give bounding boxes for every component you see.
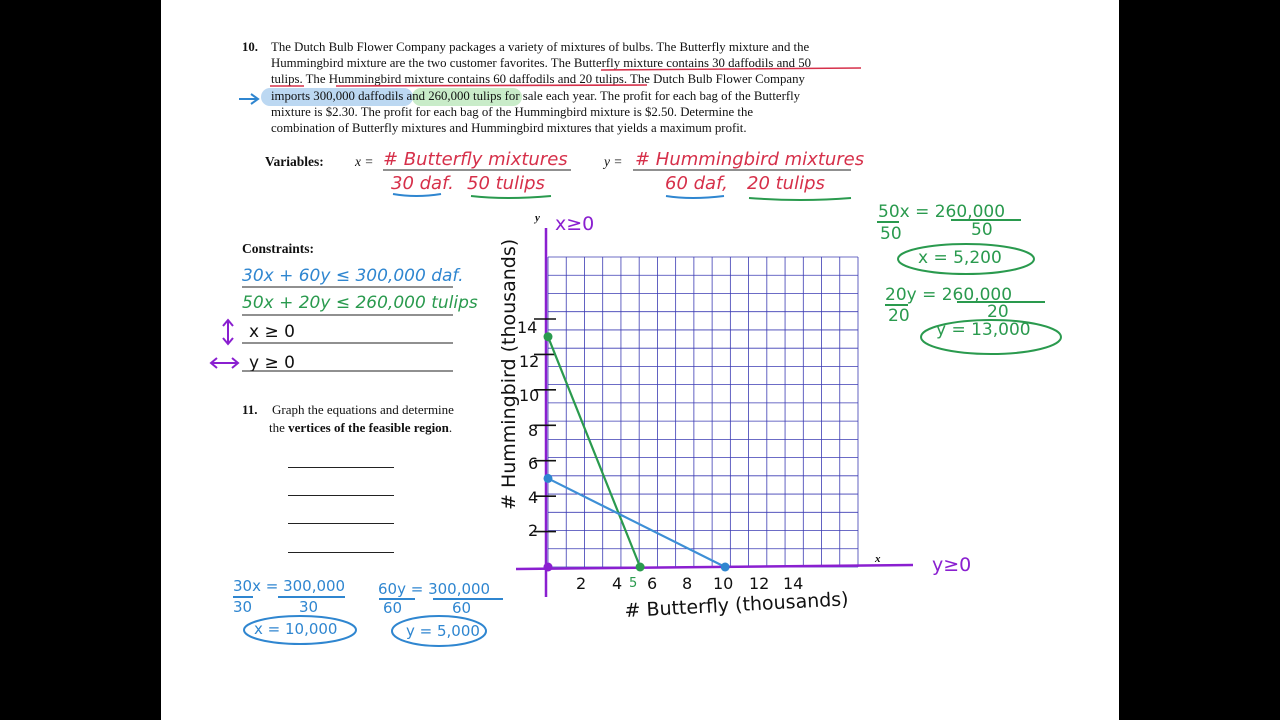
constraint-x-nonnegative: x ≥ 0 <box>249 322 295 342</box>
vertex-point <box>544 474 553 483</box>
x-tick-label-5: 5 <box>629 576 638 591</box>
right-work-eq1-result: x = 5,200 <box>918 248 1002 268</box>
constraint-y-nonnegative: y ≥ 0 <box>249 353 295 373</box>
y-equals-label: y = <box>604 154 623 169</box>
y-tick-label-6: 6 <box>528 454 539 473</box>
problem-11-line-2-suffix: . <box>448 420 453 435</box>
right-work-eq2-numerator: 20y = 260,000 <box>885 285 1013 305</box>
x-equals-label: x = <box>355 154 374 169</box>
y-tick-label-14: 14 <box>517 318 538 337</box>
x-tick-label-14: 14 <box>783 574 804 593</box>
vertex-point <box>544 332 553 341</box>
problem-10-line-1: The Dutch Bulb Flower Company packages a variety of mixtures of bulbs. The Butterfly mixture and the <box>271 40 810 54</box>
right-work-eq2-denominator-right: 20 <box>987 302 1009 322</box>
bottom-work-eq1-result: x = 10,000 <box>254 620 338 638</box>
worksheet-page <box>161 0 1119 720</box>
vertex-point <box>636 563 645 572</box>
bottom-work-eq2-result: y = 5,000 <box>406 622 480 640</box>
y-variable-definition: # Hummingbird mixtures <box>635 149 865 170</box>
bottom-work-eq2-numerator: 60y = 300,000 <box>378 580 491 598</box>
right-work-eq2-result: y = 13,000 <box>936 320 1031 340</box>
problem-10-line-5: mixture is $2.30. The profit for each bag of the Hummingbird mixture is $2.50. Determine the <box>271 105 754 119</box>
y-tick-label-12: 12 <box>519 352 540 371</box>
problem-11-line-2-prefix: the <box>269 420 289 435</box>
constraints-label: Constraints: <box>242 241 315 256</box>
problem-10-number: 10. <box>242 40 258 54</box>
problem-10-line-6: combination of Butterfly mixtures and Hummingbird mixtures that yields a maximum profit. <box>271 121 747 135</box>
feasible-region-graph <box>161 0 1119 720</box>
y-daffodil-count: 60 daf, <box>665 173 728 194</box>
y-tick-label-4: 4 <box>528 488 539 507</box>
x-tick-label-10: 10 <box>713 574 734 593</box>
x-tick-label-12: 12 <box>749 574 770 593</box>
x-daffodil-count: 30 daf. <box>391 173 454 194</box>
right-work-eq1-numerator: 50x = 260,000 <box>878 202 1006 222</box>
x-axis-letter: x <box>875 553 881 565</box>
x-tick-label-8: 8 <box>682 574 693 593</box>
y-axis-title: # Hummingbird (thousands) <box>498 238 520 510</box>
y-tulip-count: 20 tulips <box>747 173 825 194</box>
constraint-daffodils: 30x + 60y ≤ 300,000 daf. <box>242 266 464 286</box>
problem-10-line-2: Hummingbird mixture are the two customer favorites. The Butterfly mixture contains 30 daffodils and 50 <box>271 56 812 70</box>
problem-10-line-4: imports 300,000 daffodils and 260,000 tulips for sale each year. The profit for each bag of the Butterfly <box>271 89 801 103</box>
daffodil-constraint-line <box>548 478 725 567</box>
x-tick-label-6: 6 <box>647 574 658 593</box>
vertices-phrase: vertices of the feasible region <box>288 420 449 435</box>
right-work-eq1-denominator-right: 50 <box>971 220 993 240</box>
problem-11-number: 11. <box>242 402 258 417</box>
right-work-eq1-denominator-left: 50 <box>880 224 902 244</box>
right-work-eq2-denominator-left: 20 <box>888 306 910 326</box>
x-axis-title: # Butterfly (thousands) <box>624 588 850 622</box>
bottom-work-eq1-denominator-right: 30 <box>299 598 319 616</box>
x-tick-label-2: 2 <box>576 574 587 593</box>
x-tulip-count: 50 tulips <box>467 173 545 194</box>
constraint-tulips: 50x + 20y ≤ 260,000 tulips <box>242 293 478 313</box>
x-nonnegative-graph-label: x≥0 <box>555 213 595 235</box>
bottom-work-eq2-denominator-left: 60 <box>383 599 403 617</box>
vertex-point <box>544 563 553 572</box>
vertex-point <box>721 563 730 572</box>
x-variable-definition: # Butterfly mixtures <box>383 149 568 170</box>
problem-11-line-1: Graph the equations and determine <box>272 402 454 417</box>
y-nonnegative-graph-label: y≥0 <box>932 554 972 576</box>
tulip-constraint-line <box>548 337 640 567</box>
bottom-work-eq1-numerator: 30x = 300,000 <box>233 577 346 595</box>
y-tick-label-2: 2 <box>528 521 539 540</box>
x-tick-label-4: 4 <box>612 574 623 593</box>
y-tick-label-10: 10 <box>519 386 540 405</box>
variables-label: Variables: <box>265 154 324 169</box>
problem-10-line-3: tulips. The Hummingbird mixture contains 60 daffodils and 20 tulips. The Dutch Bulb Flower Company <box>271 72 805 86</box>
y-tick-label-8: 8 <box>528 421 539 440</box>
bottom-work-eq1-denominator-left: 30 <box>233 598 253 616</box>
y-axis-letter: y <box>535 212 540 224</box>
bottom-work-eq2-denominator-right: 60 <box>452 599 472 617</box>
